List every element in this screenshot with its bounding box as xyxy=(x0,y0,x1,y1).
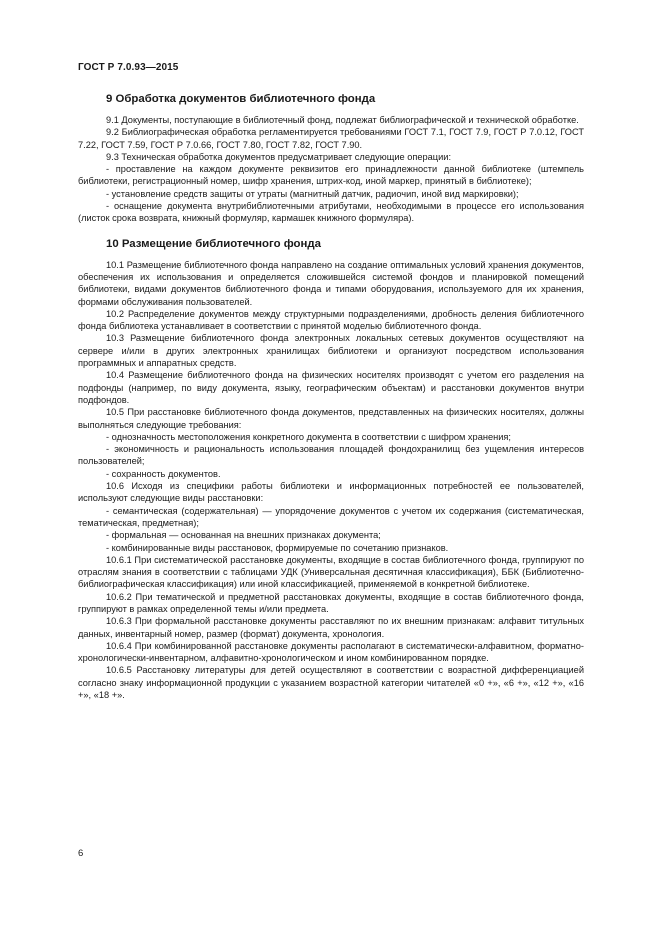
section-9-title: 9 Обработка документов библиотечного фонда xyxy=(106,93,376,105)
paragraph: 10.6.2 При тематической и предметной расстановках документы, входящие в состав библиотечного фонда, группируют в рамках определенной темы и/или предмета. xyxy=(78,591,584,614)
list-item: - семантическая (содержательная) — упорядочение документов с учетом их содержания (систематическая, тематическая, предметная); xyxy=(78,505,584,528)
paragraph: 10.6 Исходя из специфики работы библиотеки и информационных потребностей ее пользователей, используют следующие виды расстановки: xyxy=(78,481,584,504)
section-9-body xyxy=(78,114,584,225)
paragraph: 10.6.3 При формальной расстановке документы расставляют по их внешним признакам: алфавит титульных данных, инвентарный номер, размер (формат) документа, хронология. xyxy=(78,616,584,639)
list-item: - оснащение документа внутрибиблиотечными атрибутами, необходимыми в процессе его использования (листок срока возврата, книжный формуляр, кармашек книжного формуляра). xyxy=(78,201,584,224)
paragraph: 10.3 Размещение библиотечного фонда электронных локальных сетевых документов осуществляют на сервере и/или в других электронных хранилищах библиотеки и организуют посредством использования программных и аппаратных средств. xyxy=(78,333,584,369)
list-item: - комбинированные виды расстановок, формируемые по сочетанию признаков. xyxy=(106,542,449,553)
list-item: - однозначность местоположения конкретного документа в соответствии с шифром хранения; xyxy=(106,431,511,442)
paragraph: 10.6.4 При комбинированной расстановке документы располагают в систематически-алфавитном, форматно-хронологически-инвентарном, алфавитно-хронологическом и ином комбинированном порядке. xyxy=(78,640,584,664)
paragraph: 10.1 Размещение библиотечного фонда направлено на создание оптимальных условий хранения документов, обеспечения их использования и определяется сложившейся системой фондов и планировкой помещений библиотеки, видами документов библиотечного фонда и типами оборудования, используемого для их хранения, формами обслуживания пользователей. xyxy=(78,259,584,307)
list-item: - формальная — основанная на внешних признаках документа; xyxy=(106,530,381,541)
paragraph: 10.2 Распределение документов между структурными подразделениями, дробность деления библиотечного фонда библиотека устанавливает в соответствии с принятой моделью библиотечного фонда. xyxy=(78,308,584,332)
paragraph: 9.3 Техническая обработка документов предусматривает следующие операции: xyxy=(106,151,452,162)
list-item: - экономичность и рациональность использования площадей фондохранилищ без ущемления интересов пользователей; xyxy=(78,444,584,467)
paragraph: 9.1 Документы, поступающие в библиотечный фонд, подлежат библиографической и технической обработке. xyxy=(106,115,579,125)
page-content xyxy=(78,92,584,701)
section-10-title: 10 Размещение библиотечного фонда xyxy=(106,237,321,250)
paragraph: 10.4 Размещение библиотечного фонда на физических носителях производят с учетом его разделения на подфонды (например, по виду документа, языку, географическим объектам) и расстановки документов внутри подфондов. xyxy=(78,370,584,405)
page-number: 6 xyxy=(78,848,84,859)
list-item: - установление средств защиты от утраты (магнитный датчик, радиочип, иной вид маркировки); xyxy=(106,188,519,199)
section-10-body xyxy=(78,259,584,702)
paragraph: 10.5 При расстановке библиотечного фонда документов, представленных на физических носителях, должны выполняться следующие требования: xyxy=(78,407,584,430)
list-item: - проставление на каждом документе реквизитов его принадлежности данной библиотеке (штемпель библиотеки, регистрационный номер, шифр хранения, штрих-код, иной маркер, принятый в библиотеке); xyxy=(78,164,584,187)
list-item: - сохранность документов. xyxy=(106,468,221,479)
paragraph: 10.6.5 Расстановку литературы для детей осуществляют в соответствии с возрастной дифференциацией согласно знаку информационной продукции с указанием возрастной категории читателей «0 +», «6 +», «12 +», «16 +», «18 +». xyxy=(78,665,584,701)
paragraph: 10.6.1 При систематической расстановке документы, входящие в состав библиотечного фонда, группируют по отраслям знания в соответствии с таблицами УДК (Универсальная десятичная классификация), ББК (Библиотечно-библиографическая классификация) или иной классификацией, применяемой в конкретной библиотеке. xyxy=(78,554,584,590)
paragraph: 9.2 Библиографическая обработка регламентируется требованиями ГОСТ 7.1, ГОСТ 7.9, ГОСТ Р 7.0.12, ГОСТ 7.22, ГОСТ 7.59, ГОСТ Р 7.0.66, ГОСТ 7.80, ГОСТ 7.82, ГОСТ 7.90. xyxy=(78,127,584,150)
document-header: ГОСТ Р 7.0.93—2015 xyxy=(78,62,179,73)
